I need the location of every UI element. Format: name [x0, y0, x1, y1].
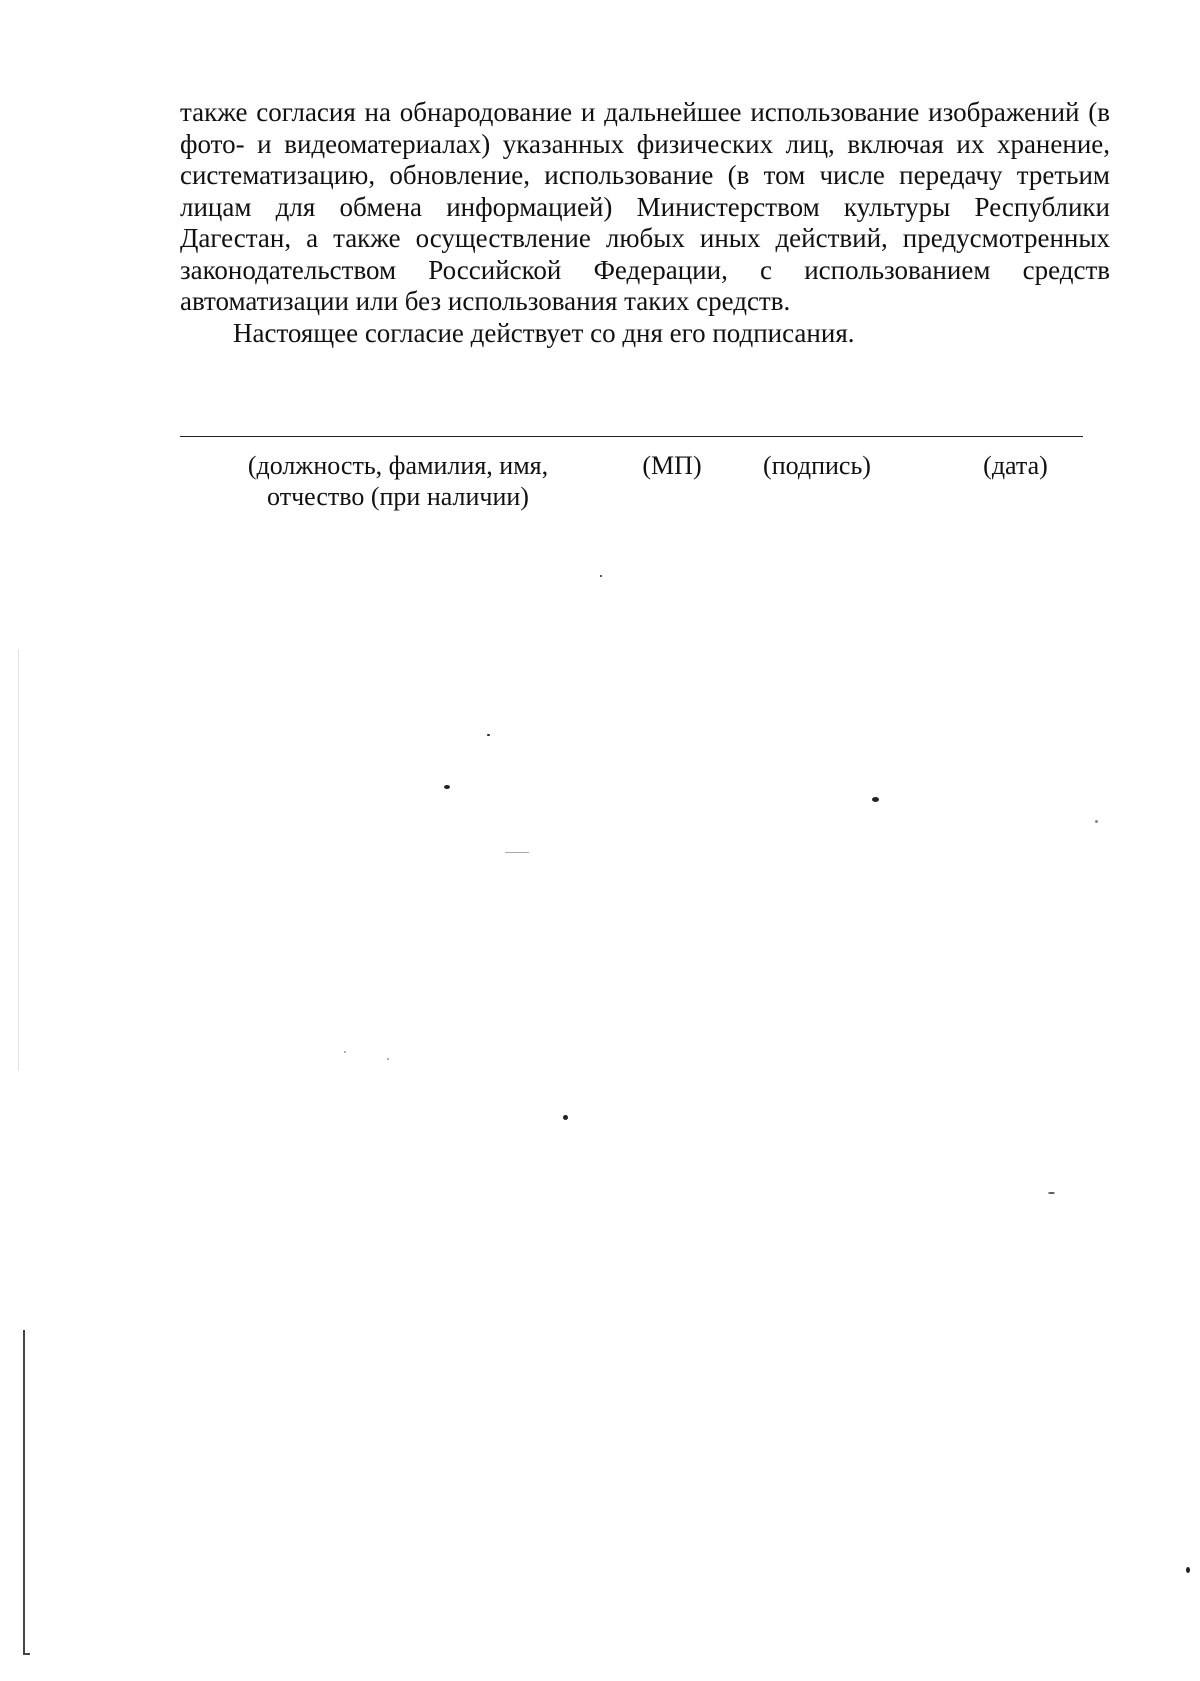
scan-speck	[487, 734, 490, 736]
scan-speck	[505, 852, 529, 853]
scan-speck	[344, 1051, 346, 1053]
caption-position-line1: (должность, фамилия, имя,	[247, 451, 549, 480]
scan-speck	[1048, 1192, 1055, 1194]
consent-paragraph: также согласия на обнародование и дальнейшее использование изображений (в фото- и видеоматериалах) указанных физических лиц, включая их хранение, систематизацию, обновление, использование (в том числе передачу третьим лицам для обмена информацией) Министерством культуры Республики Дагестан, а также осуществление любых иных действий, предусмотренных законодательством Российской Федерации, с использованием средств автоматизации или без использования таких средств.	[180, 97, 1110, 316]
caption-signature: (подпись)	[763, 451, 871, 480]
scan-speck	[1095, 820, 1098, 823]
caption-position-line2: отчество (при наличии)	[267, 482, 529, 511]
scan-edge-line	[23, 1330, 25, 1655]
scan-speck	[387, 1058, 389, 1060]
validity-paragraph: Настоящее согласие действует со дня его подписания.	[233, 317, 855, 348]
scan-speck	[1186, 1567, 1190, 1573]
caption-stamp: (МП)	[642, 451, 702, 480]
document-body	[180, 97, 1110, 349]
caption-date: (дата)	[983, 451, 1048, 480]
scan-speck	[872, 797, 879, 802]
scan-edge-shadow	[18, 650, 19, 1070]
caption-position-name	[228, 450, 568, 512]
scan-speck	[444, 785, 450, 789]
signature-line	[180, 436, 1083, 437]
scan-speck	[600, 575, 602, 577]
scan-edge-tick	[24, 1653, 30, 1655]
scan-speck	[563, 1115, 568, 1120]
